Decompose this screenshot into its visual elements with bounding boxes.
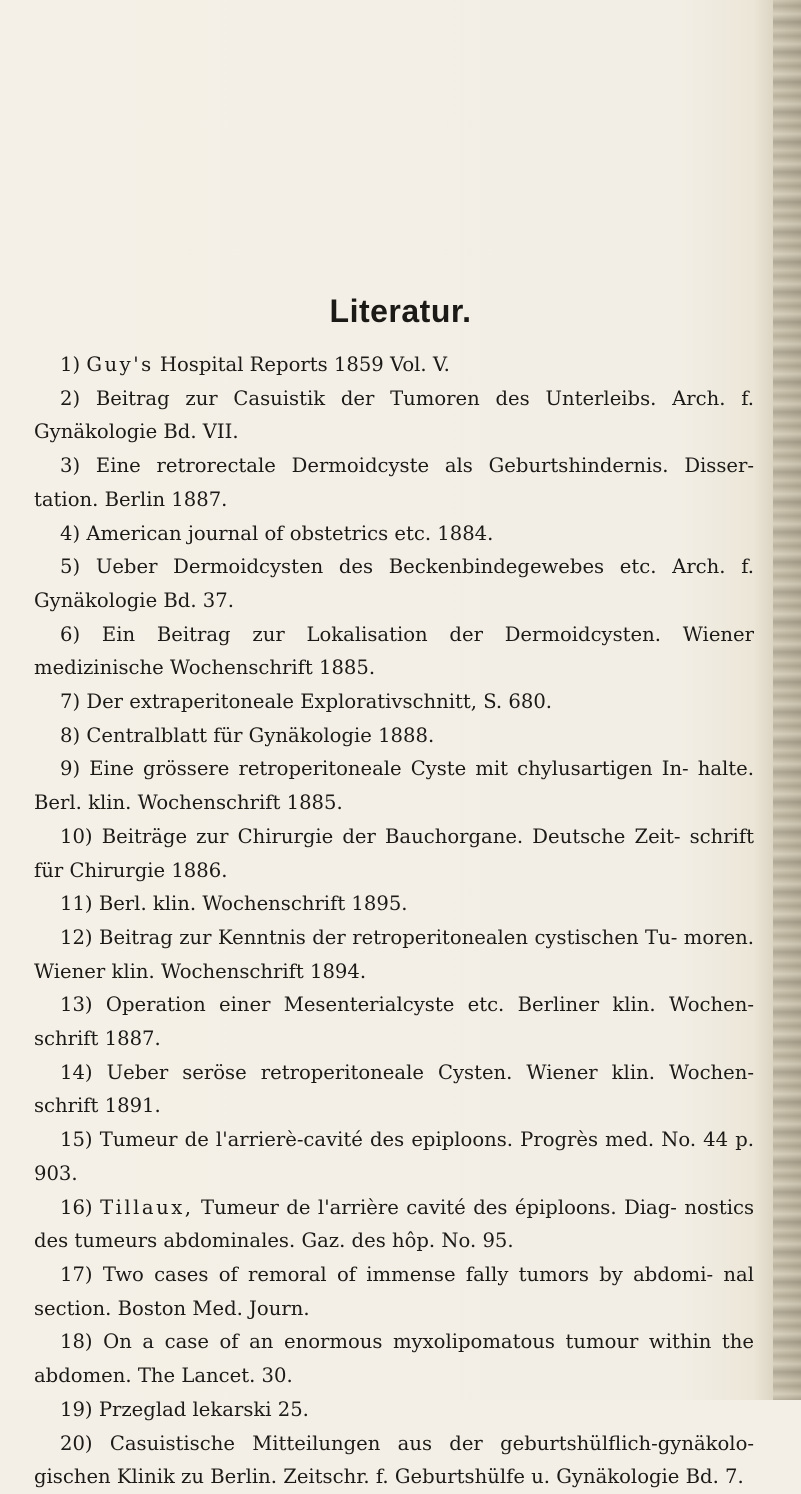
- reference-text: Centralblatt für Gynäkologie 1888.: [86, 723, 435, 747]
- reference-author: Guy's: [86, 353, 154, 376]
- reference-text: American journal of obstetrics etc. 1884.: [86, 521, 494, 545]
- page-edge-shadow: [773, 0, 801, 1400]
- reference-item: [34, 1427, 754, 1494]
- reference-text: Hospital Reports 1859 Vol. V.: [153, 353, 450, 376]
- reference-number: 18): [60, 1330, 93, 1354]
- reference-item: [34, 449, 754, 516]
- reference-number: 7): [60, 690, 81, 714]
- reference-item: [34, 618, 754, 685]
- reference-item: [34, 887, 754, 921]
- reference-number: 13): [60, 993, 93, 1017]
- reference-item: [34, 719, 754, 753]
- reference-number: 15): [60, 1128, 93, 1152]
- reference-number: 3): [60, 454, 81, 478]
- reference-item: [34, 348, 754, 382]
- reference-text: Ein Beitrag zur Lokalisation der Dermoidcysten. Wiener medizinische Wochenschrift 1885.: [34, 622, 754, 680]
- reference-number: 11): [60, 892, 93, 916]
- reference-text: Ueber seröse retroperitoneale Cysten. Wiener klin. Wochen- schrift 1891.: [34, 1060, 754, 1118]
- reference-item: [34, 752, 754, 819]
- reference-item: [34, 820, 754, 887]
- reference-number: 16): [60, 1195, 93, 1219]
- reference-number: 19): [60, 1397, 93, 1421]
- reference-text: Casuistische Mitteilungen aus der geburtshülflich-gynäkolo- gischen Klinik zu Berlin. Zeitschr. f. Geburtshülfe u. Gynäkologie Bd. 7.: [34, 1431, 754, 1489]
- reference-number: 2): [60, 386, 81, 410]
- reference-item: [34, 1123, 754, 1190]
- reference-item: [34, 1258, 754, 1325]
- reference-item: [34, 382, 754, 449]
- reference-number: 1): [60, 353, 81, 376]
- reference-text: Tumeur de l'arrierè-cavité des epiploons. Progrès med. No. 44 p. 903.: [34, 1128, 754, 1185]
- reference-item: [34, 988, 754, 1055]
- reference-text: Berl. klin. Wochenschrift 1895.: [98, 892, 408, 916]
- reference-number: 12): [60, 925, 93, 949]
- reference-number: 6): [60, 622, 81, 646]
- reference-item: [34, 517, 754, 551]
- reference-text: Operation einer Mesenterialcyste etc. Berliner klin. Wochen- schrift 1887.: [34, 993, 754, 1051]
- reference-text: Beiträge zur Chirurgie der Bauchorgane. Deutsche Zeit- schrift für Chirurgie 1886.: [34, 824, 754, 882]
- reference-number: 17): [60, 1262, 93, 1286]
- reference-item: [34, 685, 754, 719]
- reference-text: Eine retrorectale Dermoidcyste als Geburtshindernis. Disser- tation. Berlin 1887.: [34, 454, 754, 511]
- reference-number: 5): [60, 555, 81, 579]
- reference-number: 20): [60, 1431, 93, 1455]
- reference-text: On a case of an enormous myxolipomatous tumour within the abdomen. The Lancet. 30.: [34, 1330, 755, 1388]
- reference-number: 4): [60, 521, 81, 545]
- reference-text: Beitrag zur Casuistik der Tumoren des Unterleibs. Arch. f. Gynäkologie Bd. VII.: [34, 386, 754, 444]
- reference-text: Beitrag zur Kenntnis der retroperitonealen cystischen Tu- moren. Wiener klin. Wochenschrift 1894.: [34, 925, 754, 983]
- reference-text: Der extraperitoneale Explorativschnitt, S. 680.: [86, 690, 553, 714]
- reference-item: [34, 1056, 754, 1123]
- reference-item: [34, 1393, 754, 1427]
- reference-text: Two cases of remoral of immense fally tumors by abdomi- nal section. Boston Med. Journ.: [34, 1262, 754, 1320]
- reference-list: [34, 348, 754, 1494]
- reference-number: 10): [60, 824, 93, 848]
- reference-item: [34, 1191, 754, 1258]
- reference-item: [34, 550, 754, 617]
- reference-text: Eine grössere retroperitoneale Cyste mit chylusartigen In- halte. Berl. klin. Wochenschrift 1885.: [34, 757, 754, 815]
- reference-number: 9): [60, 757, 81, 781]
- reference-text: Przeglad lekarski 25.: [98, 1397, 309, 1421]
- reference-text: Tumeur de l'arrière cavité des épiploons. Diag- nostics des tumeurs abdominales. Gaz. des hôp. No. 95.: [34, 1195, 755, 1253]
- reference-item: [34, 921, 754, 988]
- reference-text: Ueber Dermoidcysten des Beckenbindegewebes etc. Arch. f. Gynäkologie Bd. 37.: [34, 555, 754, 612]
- reference-number: 14): [60, 1060, 93, 1084]
- reference-item: [34, 1325, 754, 1392]
- reference-number: 8): [60, 723, 81, 747]
- page-title: Literatur.: [329, 293, 472, 329]
- reference-author: Tillaux,: [100, 1195, 194, 1219]
